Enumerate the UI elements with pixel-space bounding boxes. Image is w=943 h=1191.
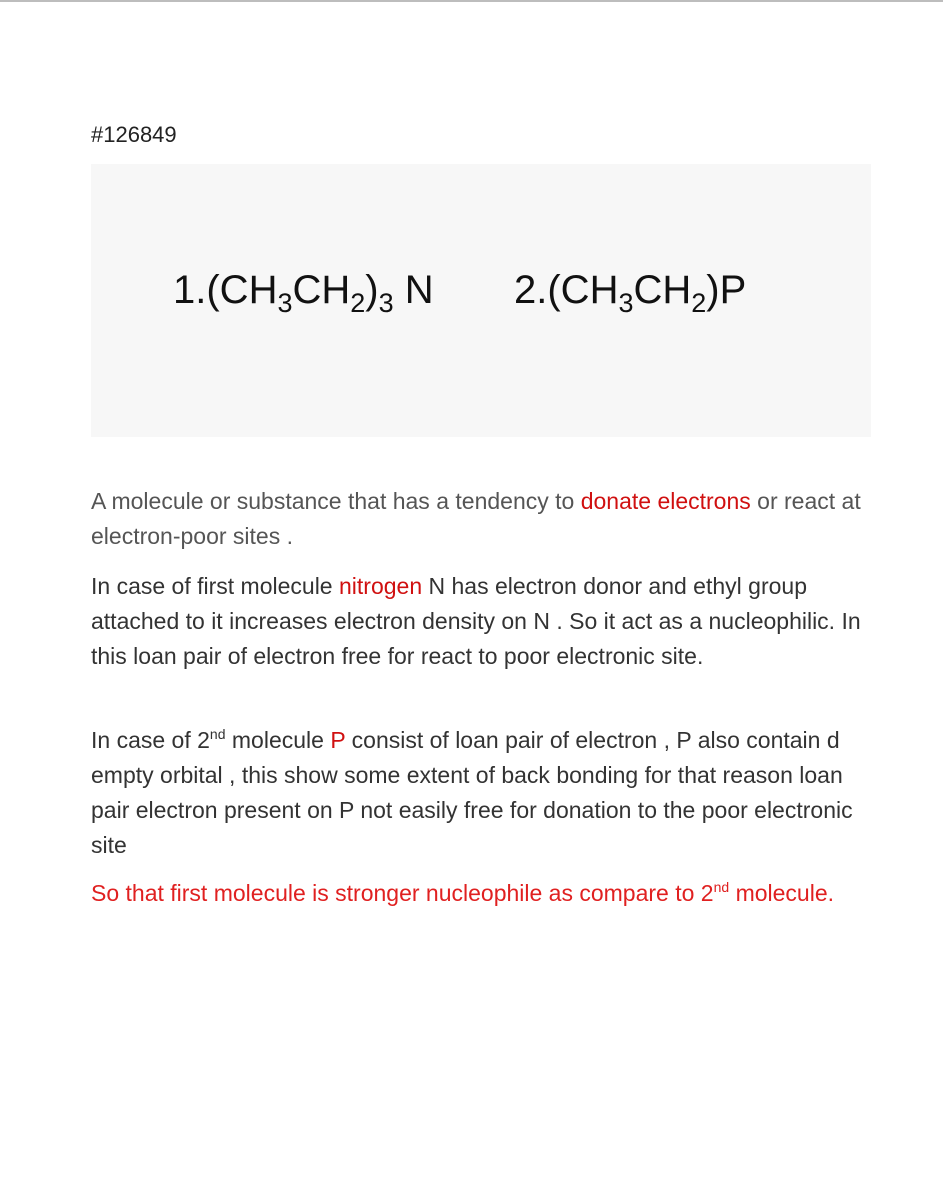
paragraph-first-molecule: In case of first molecule nitrogen N has electron donor and ethyl group attached to it increases electron density on N . So it act as a nucleophilic. In this loan pair of electron free for react to poor electronic site. bbox=[91, 573, 861, 669]
top-rule bbox=[0, 0, 943, 2]
formula-triethylamine: $1.(CH_3CH_2)_3$ N bbox=[173, 268, 434, 318]
formula-ethylphosphine: $2.(CH_3CH_2)P$ bbox=[514, 268, 747, 318]
paragraph-conclusion: So that first molecule is stronger nucleophile as compare to 2nd molecule. bbox=[91, 879, 835, 906]
document-id: #126849 bbox=[91, 122, 177, 147]
highlight-nitrogen: nitrogen bbox=[339, 573, 423, 599]
formula-image bbox=[91, 164, 871, 437]
highlight-phosphorus: P bbox=[330, 727, 346, 753]
paragraph-definition: A molecule or substance that has a tendency to donate electrons or react at electron-poor sites . bbox=[91, 488, 861, 549]
highlight-donate-electrons: donate electrons bbox=[580, 488, 751, 514]
paragraph-second-molecule: In case of 2nd molecule P consist of loan pair of electron , P also contain d empty orbital , this show some extent of back bonding for that reason loan pair electron present on P not easily free for donation to the poor electronic site bbox=[91, 726, 853, 858]
